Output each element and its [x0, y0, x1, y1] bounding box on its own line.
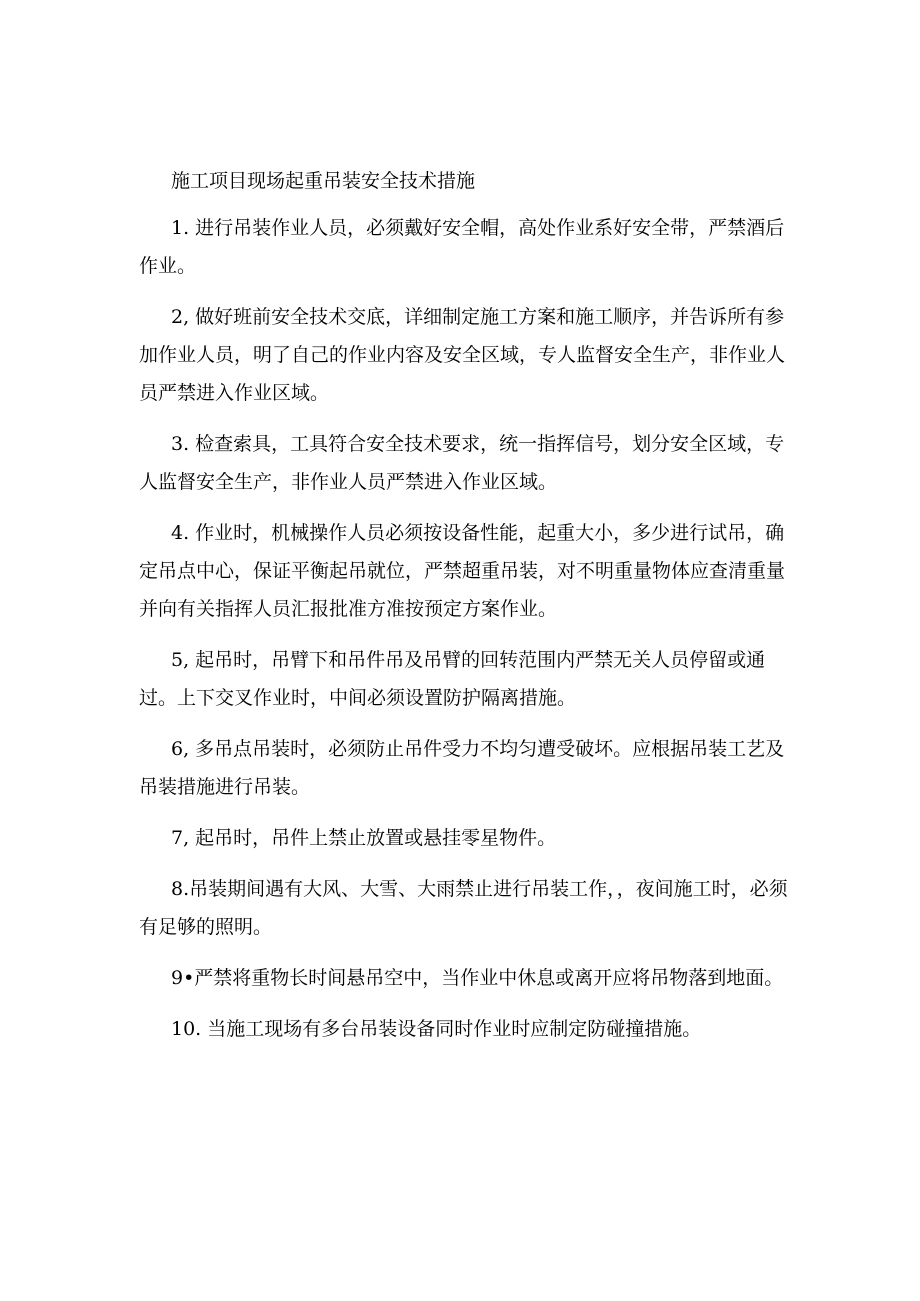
document-title: 施工项目现场起重吊装安全技术措施 — [171, 170, 476, 192]
document-body — [139, 162, 789, 1061]
paragraph-6: 6, 多吊点吊装时，必须防止吊件受力不均匀遭受破坏。应根据吊装工艺及吊装措施进行吊装。 — [139, 738, 785, 798]
paragraph-1: 1. 进行吊装作业人员，必须戴好安全帽，高处作业系好安全带，严禁酒后作业。 — [139, 217, 785, 277]
paragraph-2: 2, 做好班前安全技术交底，详细制定施工方案和施工顺序，并告诉所有参加作业人员，明了自己的作业内容及安全区域，专人监督安全生产，非作业人员严禁进入作业区域。 — [139, 306, 786, 404]
paragraph-5: 5, 起吊时，吊臂下和吊件吊及吊臂的回转范围内严禁无关人员停留或通过。上下交叉作业时，中间必须设置防护隔离措施。 — [139, 649, 766, 709]
paragraph-3: 3. 检查索具，工具符合安全技术要求，统一指挥信号，划分安全区域，专人监督安全生产，非作业人员严禁进入作业区域。 — [139, 433, 785, 493]
paragraph-8: 8.吊装期间遇有大风、大雪、大雨禁止进行吊装工作，，夜间施工时，必须有足够的照明。 — [139, 878, 788, 938]
paragraph-10: 10. 当施工现场有多台吊装设备同时作业时应制定防碰撞措施。 — [171, 1018, 702, 1040]
paragraph-4: 4. 作业时，机械操作人员必须按设备性能，起重大小，多少进行试吊，确定吊点中心，保证平衡起吊就位，严禁超重吊装，对不明重量物体应查清重量并向有关指挥人员汇报批准方准按预定方案作业。 — [139, 522, 786, 620]
paragraph-9: 9•严禁将重物长时间悬吊空中，当作业中休息或离开应将吊物落到地面。 — [171, 967, 784, 989]
paragraph-7: 7, 起吊时，吊件上禁止放置或悬挂零星物件。 — [171, 827, 557, 849]
